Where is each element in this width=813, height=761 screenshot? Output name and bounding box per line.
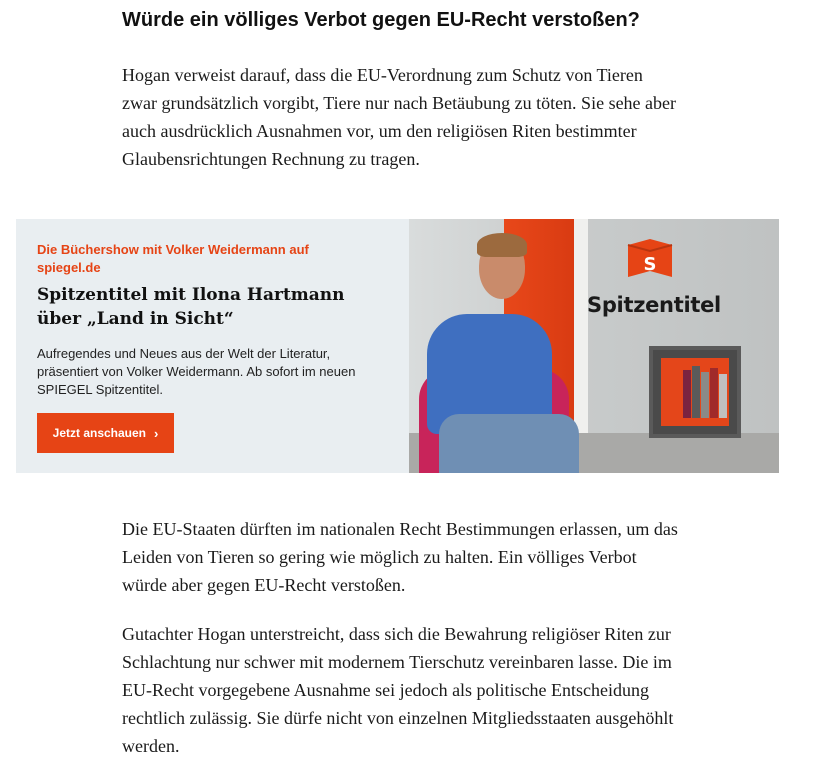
promo-teaser[interactable]: [16, 219, 779, 473]
promo-image[interactable]: [409, 219, 779, 473]
book: [701, 372, 709, 418]
spitzentitel-logo-text: Spitzentitel: [587, 293, 721, 317]
bookshelf: [649, 346, 741, 438]
paragraph-text: Die EU-Staaten dürften im nationalen Recht Bestimmungen erlassen, um das Leiden von Tieren so gering wie möglich zu halten. Ein völliges Verbot würde aber gegen EU-Recht verstoßen.: [122, 519, 678, 595]
promo-description: Aufregendes und Neues aus der Welt der Literatur, präsentiert von Volker Weidermann. Ab sofort im neuen SPIEGEL Spitzentitel.: [37, 346, 356, 397]
book: [710, 368, 718, 418]
promo-text-block: [16, 219, 409, 473]
book: [683, 370, 691, 418]
logo-letter: S: [643, 254, 657, 275]
watch-now-label: Jetzt anschauen: [52, 426, 147, 440]
presenter-legs: [439, 414, 579, 473]
article-paragraph-2: [122, 515, 682, 599]
article-paragraph-3: [122, 620, 682, 760]
watch-now-button[interactable]: [37, 413, 174, 453]
book: [719, 374, 727, 418]
section-heading: Würde ein völliges Verbot gegen EU-Recht verstoßen?: [122, 9, 640, 31]
article-paragraph-1: [122, 61, 682, 173]
promo-title[interactable]: Spitzentitel mit Ilona Hartmann über „Land in Sicht“: [37, 285, 345, 329]
spitzentitel-logo-icon: [624, 237, 676, 285]
promo-kicker[interactable]: Die Büchershow mit Volker Weidermann auf spiegel.de: [37, 242, 309, 275]
presenter-hair: [477, 233, 527, 257]
paragraph-text: Gutachter Hogan unterstreicht, dass sich die Bewahrung religiöser Riten zur Schlachtung nur schwer mit modernem Tierschutz vereinbaren lasse. Die im EU-Recht vorgegebene Ausnahme sei jedoch als politische Entscheidung rechtlich zulässig. Sie dürfe nicht von einzelnen Mitgliedsstaaten ausgehöhlt werden.: [122, 624, 674, 756]
chevron-right-icon: ›: [154, 425, 159, 441]
paragraph-text: Hogan verweist darauf, dass die EU-Verordnung zum Schutz von Tieren zwar grundsätzlich vorgibt, Tiere nur nach Betäubung zu töten. Sie sehe aber auch ausdrücklich Ausnahmen vor, um den religiösen Riten bestimmter Glaubensrichtungen Rechnung zu tragen.: [122, 65, 677, 169]
book: [692, 366, 700, 418]
